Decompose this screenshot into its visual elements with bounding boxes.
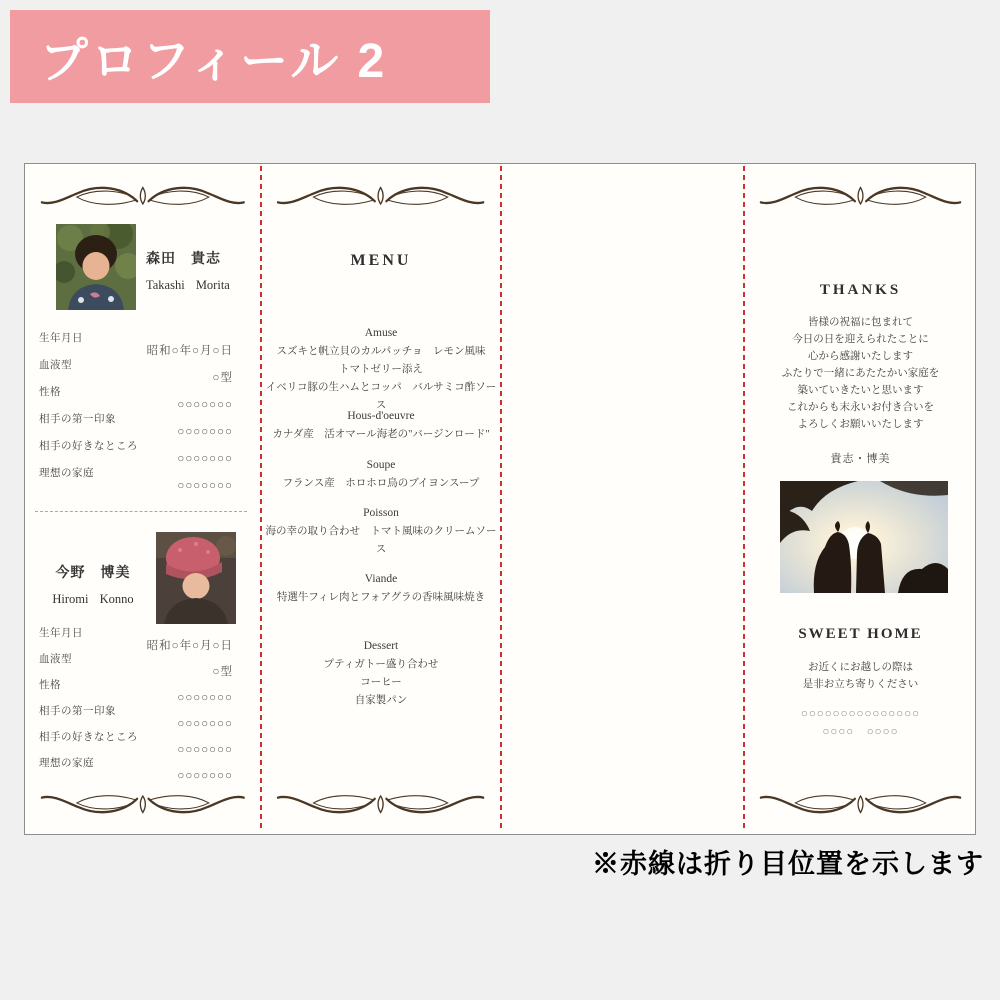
- course-item: 自家製パン: [354, 695, 408, 706]
- course-item: 海の幸の取り合わせ トマト風味のクリームソース: [265, 526, 497, 555]
- profile-separator: [35, 511, 247, 512]
- field-value: ○○○○○○○: [177, 770, 233, 782]
- sweet-home-message: [744, 659, 977, 693]
- field-value: ○○○○○○○: [177, 718, 233, 730]
- page-title: プロフィール 2: [40, 35, 388, 88]
- field-label: 性格: [39, 387, 61, 398]
- groom-name-block: [146, 248, 230, 293]
- menu-course-poisson: [261, 504, 501, 559]
- phone-placeholder: ○○○○ ○○○○: [822, 726, 899, 738]
- course-name: Poisson: [363, 507, 399, 519]
- flourish-ornament-top: [275, 178, 486, 214]
- address-placeholder-block: [744, 705, 977, 741]
- field-label: 生年月日: [39, 628, 83, 639]
- field-value: ○型: [212, 372, 233, 384]
- couple-sunset-photo: [780, 481, 948, 593]
- message-line: お近くにお越しの際は: [808, 662, 913, 673]
- groom-name-en: Takashi Morita: [146, 278, 230, 292]
- field-label: 理想の家庭: [39, 758, 94, 769]
- field-value: ○型: [212, 666, 233, 678]
- profile-field: [39, 731, 233, 757]
- menu-course-hors-doeuvre: [261, 407, 501, 444]
- message-line: 心から感謝いたします: [808, 351, 913, 362]
- bride-name-en: Hiromi Konno: [52, 592, 134, 606]
- bride-childhood-photo: [156, 532, 236, 624]
- flourish-ornament-bottom: [275, 786, 486, 822]
- course-item: スズキと帆立貝のカルパッチョ レモン風味: [276, 346, 486, 357]
- profile-field: [39, 413, 233, 439]
- profile-field: [39, 332, 233, 358]
- course-name: Amuse: [364, 327, 398, 339]
- profile-field: [39, 705, 233, 731]
- groom-childhood-photo: [56, 224, 136, 310]
- flourish-ornament-top: [758, 178, 963, 214]
- field-value: ○○○○○○○: [177, 426, 233, 438]
- field-value: 昭和○年○月○日: [146, 345, 233, 357]
- bride-name-ja: 今野 博美: [55, 566, 131, 581]
- course-item: カナダ産 活オマール海老の"バージンロード": [272, 429, 490, 440]
- field-value: ○○○○○○○: [177, 453, 233, 465]
- thanks-title: THANKS: [819, 282, 902, 298]
- profile-field: [39, 757, 233, 783]
- menu-course-soupe: [261, 456, 501, 493]
- course-name: Viande: [364, 573, 398, 585]
- blank-panel: [501, 164, 743, 834]
- profile-field: [39, 679, 233, 705]
- course-name: Hous-d'oeuvre: [347, 410, 415, 422]
- menu-course-viande: [261, 570, 501, 607]
- message-line: これからも末永いお付き合いを: [787, 402, 934, 413]
- profile-field: [39, 386, 233, 412]
- field-label: 血液型: [39, 654, 72, 665]
- sweet-home-title: SWEET HOME: [798, 626, 923, 642]
- menu-title: MENU: [350, 252, 412, 269]
- message-line: 皆様の祝福に包まれて: [808, 317, 913, 328]
- bride-name-block: [37, 562, 149, 607]
- message-line: 今日の日を迎えられたことに: [792, 334, 929, 345]
- profile-field: [39, 653, 233, 679]
- field-label: 相手の好きなところ: [39, 441, 138, 452]
- message-line: 築いていきたいと思います: [797, 385, 924, 396]
- message-line: よろしくお願いいたします: [797, 419, 924, 430]
- course-item: トマトゼリー添え: [339, 364, 423, 375]
- thanks-message: [744, 314, 977, 433]
- field-label: 性格: [39, 680, 61, 691]
- field-value: ○○○○○○○: [177, 692, 233, 704]
- field-value: ○○○○○○○: [177, 744, 233, 756]
- pamphlet-sheet: [24, 163, 976, 835]
- field-label: 生年月日: [39, 333, 83, 344]
- flourish-ornament-top: [39, 178, 247, 214]
- fold-position-note: ※赤線は折り目位置を示します: [592, 849, 984, 879]
- course-item: フランス産 ホロホロ鳥のブイヨンスープ: [282, 478, 480, 489]
- menu-course-dessert: [261, 637, 501, 710]
- profile-field: [39, 440, 233, 466]
- menu-course-amuse: [261, 324, 501, 415]
- course-item: コーヒー: [360, 677, 402, 688]
- course-name: Soupe: [366, 459, 396, 471]
- thanks-panel: [744, 164, 977, 834]
- bride-fields: [39, 627, 233, 783]
- course-item: 特選牛フィレ肉とフォアグラの香味風味焼き: [276, 592, 486, 603]
- groom-fields: [39, 332, 233, 494]
- field-label: 血液型: [39, 360, 72, 371]
- field-label: 相手の第一印象: [39, 414, 116, 425]
- profile-field: [39, 359, 233, 385]
- flourish-ornament-bottom: [758, 786, 963, 822]
- profile-field: [39, 467, 233, 493]
- message-line: ふたりで一緒にあたたかい家庭を: [781, 368, 940, 379]
- field-label: 相手の第一印象: [39, 706, 116, 717]
- profile-panel: [25, 164, 261, 834]
- couple-signature: 貴志・博美: [830, 453, 891, 465]
- field-value: ○○○○○○○: [177, 480, 233, 492]
- groom-name-ja: 森田 貴志: [146, 252, 221, 267]
- field-value: ○○○○○○○: [177, 399, 233, 411]
- field-label: 理想の家庭: [39, 468, 94, 479]
- course-name: Dessert: [363, 640, 399, 652]
- address-placeholder: ○○○○○○○○○○○○○○○: [800, 708, 921, 720]
- flourish-ornament-bottom: [39, 786, 247, 822]
- message-line: 是非お立ち寄りください: [802, 679, 919, 690]
- course-item: イベリコ豚の生ハムとコッパ バルサミコ酢ソース: [265, 382, 497, 411]
- course-item: プティガトー盛り合わせ: [323, 659, 439, 670]
- page-header: [10, 10, 490, 103]
- menu-panel: [261, 164, 501, 834]
- field-value: 昭和○年○月○日: [146, 640, 233, 652]
- profile-field: [39, 627, 233, 653]
- field-label: 相手の好きなところ: [39, 732, 138, 743]
